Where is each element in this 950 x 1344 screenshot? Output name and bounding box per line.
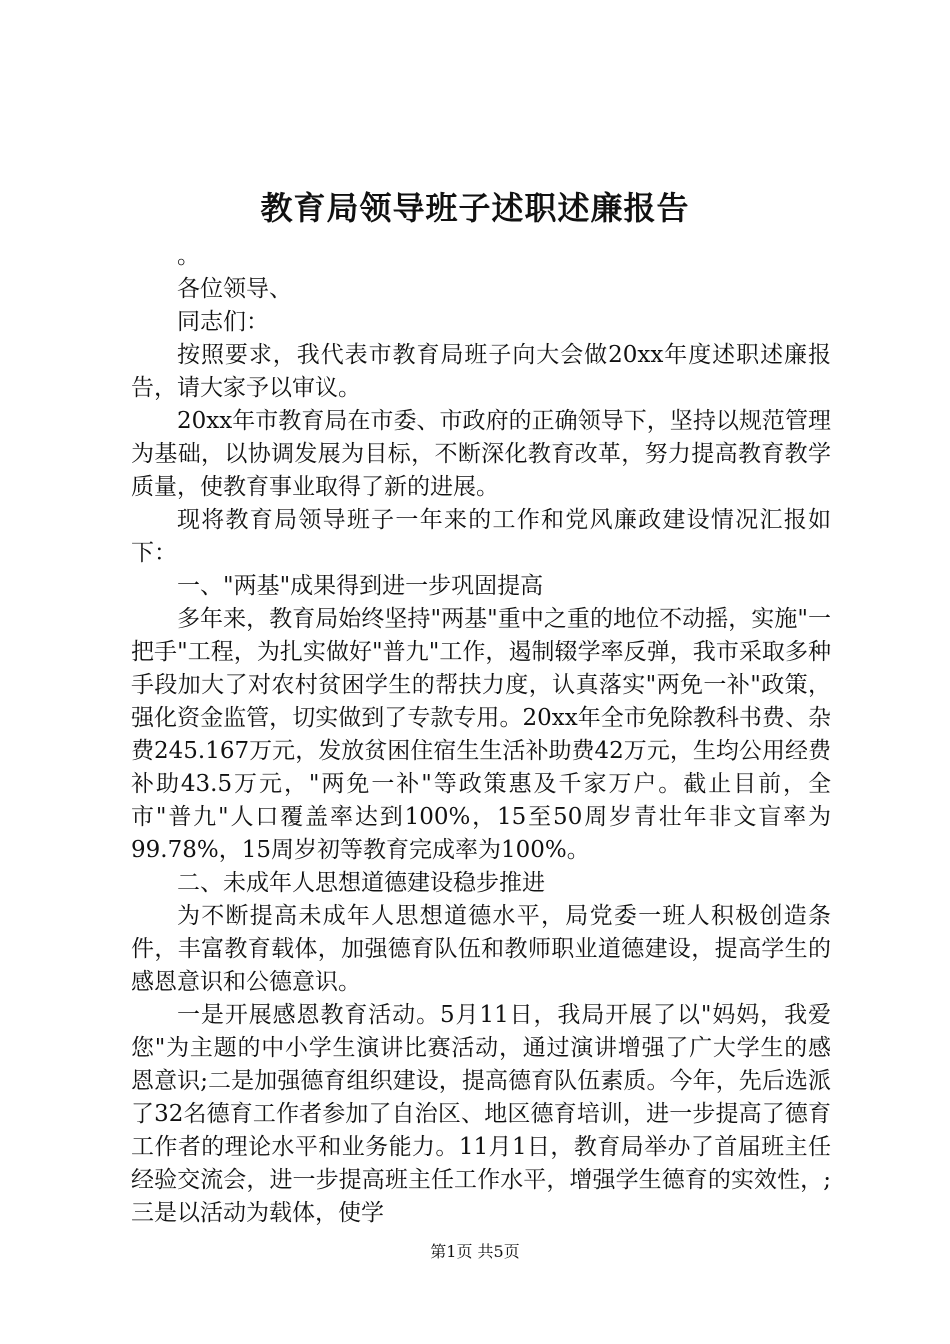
page-footer: 第1页 共5页 (430, 1242, 520, 1261)
page-title: 教育局领导班子述职述廉报告 (260, 189, 690, 227)
paragraph: 一是开展感恩教育活动。5月11日，我局开展了以"妈妈，我爱您"为主题的中小学生演讲比赛活动，通过演讲增强了广大学生的感恩意识;二是加强德育组织建设，提高德育队伍素质。今年，先后选派了32名德育工作者参加了自治区、地区德育培训，进一步提高了德育工作者的理论水平和业务能力。11月1日，教育局举办了首届班主任经验交流会，进一步提高班主任工作水平，增强学生德育的实效性，;三是以活动为载体，使学 (131, 1002, 831, 1226)
document-body (131, 240, 831, 1230)
section-heading-1: 一、"两基"成果得到进一步巩固提高 (177, 573, 544, 599)
paragraph: 20xx年市教育局在市委、市政府的正确领导下，坚持以规范管理为基础，以协调发展为目标，不断深化教育改革，努力提高教育教学质量，使教育事业取得了新的进展。 (131, 408, 831, 500)
salutation-comrades: 同志们： (177, 309, 269, 335)
paragraph: 现将教育局领导班子一年来的工作和党风廉政建设情况汇报如下： (131, 507, 831, 566)
paragraph: 为不断提高未成年人思想道德水平，局党委一班人积极创造条件，丰富教育载体，加强德育队伍和教师职业道德建设，提高学生的感恩意识和公德意识。 (131, 903, 831, 995)
paragraph-mark: 。 (177, 243, 200, 269)
section-heading-2: 二、未成年人思想道德建设稳步推进 (177, 870, 545, 896)
salutation-leaders: 各位领导、 (177, 276, 292, 302)
paragraph: 多年来，教育局始终坚持"两基"重中之重的地位不动摇，实施"一把手"工程，为扎实做好"普九"工作，遏制辍学率反弹，我市采取多种手段加大了对农村贫困学生的帮扶力度，认真落实"两免一补"政策，强化资金监管，切实做到了专款专用。20xx年全市免除教科书费、杂费245.167万元，发放贫困住宿生生活补助费42万元，生均公用经费补助43.5万元，"两免一补"等政策惠及千家万户。截止目前，全市"普九"人口覆盖率达到100%，15至50周岁青壮年非文盲率为99.78%，15周岁初等教育完成率为100%。 (131, 606, 831, 863)
paragraph: 按照要求，我代表市教育局班子向大会做20xx年度述职述廉报告，请大家予以审议。 (131, 342, 831, 401)
